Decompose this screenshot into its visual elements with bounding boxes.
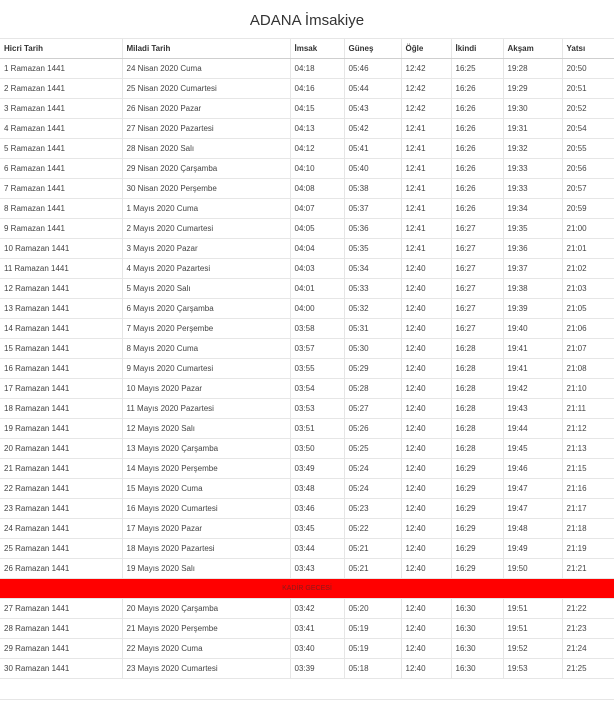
ogle-cell: 12:40 bbox=[401, 299, 451, 319]
aksam-cell: 19:53 bbox=[503, 659, 562, 679]
table-row bbox=[0, 239, 614, 259]
ikindi-cell: 16:28 bbox=[451, 379, 503, 399]
ogle-cell: 12:40 bbox=[401, 439, 451, 459]
yatsi-cell: 21:08 bbox=[562, 359, 614, 379]
header-yatsi: Yatsı bbox=[562, 39, 614, 59]
miladi-tarih-cell: 20 Mayıs 2020 Çarşamba bbox=[122, 599, 290, 619]
ogle-cell: 12:40 bbox=[401, 379, 451, 399]
miladi-tarih-cell: 8 Mayıs 2020 Cuma bbox=[122, 339, 290, 359]
imsak-cell: 04:01 bbox=[290, 279, 344, 299]
table-row bbox=[0, 639, 614, 659]
table-row bbox=[0, 159, 614, 179]
ogle-cell: 12:40 bbox=[401, 259, 451, 279]
ogle-cell: 12:41 bbox=[401, 239, 451, 259]
yatsi-cell: 21:23 bbox=[562, 619, 614, 639]
miladi-tarih-cell: 12 Mayıs 2020 Salı bbox=[122, 419, 290, 439]
table-row bbox=[0, 479, 614, 499]
hicri-tarih-cell: 2 Ramazan 1441 bbox=[0, 79, 122, 99]
ikindi-cell: 16:30 bbox=[451, 639, 503, 659]
ikindi-cell: 16:26 bbox=[451, 99, 503, 119]
gunes-cell: 05:25 bbox=[344, 439, 401, 459]
ikindi-cell: 16:26 bbox=[451, 199, 503, 219]
header-ikindi: İkindi bbox=[451, 39, 503, 59]
table-row bbox=[0, 99, 614, 119]
gunes-cell: 05:34 bbox=[344, 259, 401, 279]
imsak-cell: 03:45 bbox=[290, 519, 344, 539]
table-row bbox=[0, 199, 614, 219]
table-row bbox=[0, 439, 614, 459]
aksam-cell: 19:49 bbox=[503, 539, 562, 559]
ogle-cell: 12:41 bbox=[401, 219, 451, 239]
ogle-cell: 12:40 bbox=[401, 339, 451, 359]
ikindi-cell: 16:27 bbox=[451, 299, 503, 319]
aksam-cell: 19:32 bbox=[503, 139, 562, 159]
gunes-cell: 05:31 bbox=[344, 319, 401, 339]
hicri-tarih-cell: 18 Ramazan 1441 bbox=[0, 399, 122, 419]
aksam-cell: 19:51 bbox=[503, 599, 562, 619]
hicri-tarih-cell: 10 Ramazan 1441 bbox=[0, 239, 122, 259]
hicri-tarih-cell: 4 Ramazan 1441 bbox=[0, 119, 122, 139]
aksam-cell: 19:38 bbox=[503, 279, 562, 299]
ogle-cell: 12:40 bbox=[401, 539, 451, 559]
ikindi-cell: 16:27 bbox=[451, 239, 503, 259]
header-hicri-tarih: Hicri Tarih bbox=[0, 39, 122, 59]
aksam-cell: 19:46 bbox=[503, 459, 562, 479]
yatsi-cell: 21:17 bbox=[562, 499, 614, 519]
imsak-cell: 04:12 bbox=[290, 139, 344, 159]
gunes-cell: 05:43 bbox=[344, 99, 401, 119]
aksam-cell: 19:43 bbox=[503, 399, 562, 419]
imsak-cell: 04:18 bbox=[290, 59, 344, 79]
ogle-cell: 12:40 bbox=[401, 619, 451, 639]
page-title: ADANA İmsakiye bbox=[249, 12, 365, 29]
miladi-tarih-cell: 23 Mayıs 2020 Cumartesi bbox=[122, 659, 290, 679]
header-aksam: Akşam bbox=[503, 39, 562, 59]
gunes-cell: 05:24 bbox=[344, 459, 401, 479]
aksam-cell: 19:33 bbox=[503, 159, 562, 179]
yatsi-cell: 21:25 bbox=[562, 659, 614, 679]
gunes-cell: 05:26 bbox=[344, 419, 401, 439]
yatsi-cell: 21:07 bbox=[562, 339, 614, 359]
hicri-tarih-cell: 13 Ramazan 1441 bbox=[0, 299, 122, 319]
imsak-cell: 03:57 bbox=[290, 339, 344, 359]
table-row bbox=[0, 379, 614, 399]
hicri-tarih-cell: 6 Ramazan 1441 bbox=[0, 159, 122, 179]
ikindi-cell: 16:26 bbox=[451, 119, 503, 139]
miladi-tarih-cell: 26 Nisan 2020 Pazar bbox=[122, 99, 290, 119]
header-ogle: Öğle bbox=[401, 39, 451, 59]
hicri-tarih-cell: 5 Ramazan 1441 bbox=[0, 139, 122, 159]
miladi-tarih-cell: 3 Mayıs 2020 Pazar bbox=[122, 239, 290, 259]
header-row bbox=[0, 39, 614, 59]
miladi-tarih-cell: 13 Mayıs 2020 Çarşamba bbox=[122, 439, 290, 459]
imsak-cell: 03:43 bbox=[290, 559, 344, 579]
yatsi-cell: 21:11 bbox=[562, 399, 614, 419]
miladi-tarih-cell: 24 Nisan 2020 Cuma bbox=[122, 59, 290, 79]
ogle-cell: 12:41 bbox=[401, 159, 451, 179]
gunes-cell: 05:40 bbox=[344, 159, 401, 179]
yatsi-cell: 21:02 bbox=[562, 259, 614, 279]
table-row bbox=[0, 539, 614, 559]
table-row bbox=[0, 79, 614, 99]
imsak-cell: 03:51 bbox=[290, 419, 344, 439]
ikindi-cell: 16:27 bbox=[451, 219, 503, 239]
yatsi-cell: 21:12 bbox=[562, 419, 614, 439]
ikindi-cell: 16:25 bbox=[451, 59, 503, 79]
gunes-cell: 05:18 bbox=[344, 659, 401, 679]
yatsi-cell: 20:55 bbox=[562, 139, 614, 159]
ikindi-cell: 16:28 bbox=[451, 359, 503, 379]
ogle-cell: 12:40 bbox=[401, 659, 451, 679]
hicri-tarih-cell: 20 Ramazan 1441 bbox=[0, 439, 122, 459]
imsak-cell: 04:03 bbox=[290, 259, 344, 279]
yatsi-cell: 20:59 bbox=[562, 199, 614, 219]
ikindi-cell: 16:28 bbox=[451, 419, 503, 439]
ogle-cell: 12:40 bbox=[401, 419, 451, 439]
gunes-cell: 05:23 bbox=[344, 499, 401, 519]
table-row bbox=[0, 279, 614, 299]
imsak-cell: 04:00 bbox=[290, 299, 344, 319]
miladi-tarih-cell: 22 Mayıs 2020 Cuma bbox=[122, 639, 290, 659]
miladi-tarih-cell: 28 Nisan 2020 Salı bbox=[122, 139, 290, 159]
hicri-tarih-cell: 7 Ramazan 1441 bbox=[0, 179, 122, 199]
gunes-cell: 05:38 bbox=[344, 179, 401, 199]
miladi-tarih-cell: 19 Mayıs 2020 Salı bbox=[122, 559, 290, 579]
ogle-cell: 12:40 bbox=[401, 559, 451, 579]
yatsi-cell: 21:18 bbox=[562, 519, 614, 539]
table-row bbox=[0, 499, 614, 519]
imsak-cell: 04:13 bbox=[290, 119, 344, 139]
imsak-cell: 03:46 bbox=[290, 499, 344, 519]
yatsi-cell: 21:00 bbox=[562, 219, 614, 239]
miladi-tarih-cell: 1 Mayıs 2020 Cuma bbox=[122, 199, 290, 219]
ikindi-cell: 16:26 bbox=[451, 139, 503, 159]
ikindi-cell: 16:28 bbox=[451, 339, 503, 359]
imsak-cell: 03:58 bbox=[290, 319, 344, 339]
imsak-cell: 04:05 bbox=[290, 219, 344, 239]
hicri-tarih-cell: 29 Ramazan 1441 bbox=[0, 639, 122, 659]
table-row bbox=[0, 459, 614, 479]
miladi-tarih-cell: 10 Mayıs 2020 Pazar bbox=[122, 379, 290, 399]
hicri-tarih-cell: 25 Ramazan 1441 bbox=[0, 539, 122, 559]
table-row bbox=[0, 559, 614, 579]
gunes-cell: 05:24 bbox=[344, 479, 401, 499]
imsak-cell: 03:42 bbox=[290, 599, 344, 619]
aksam-cell: 19:51 bbox=[503, 619, 562, 639]
yatsi-cell: 21:19 bbox=[562, 539, 614, 559]
imsak-cell: 03:50 bbox=[290, 439, 344, 459]
ogle-cell: 12:40 bbox=[401, 639, 451, 659]
table-row bbox=[0, 259, 614, 279]
miladi-tarih-cell: 16 Mayıs 2020 Cumartesi bbox=[122, 499, 290, 519]
gunes-cell: 05:41 bbox=[344, 139, 401, 159]
ikindi-cell: 16:29 bbox=[451, 519, 503, 539]
table-row bbox=[0, 659, 614, 679]
hicri-tarih-cell: 19 Ramazan 1441 bbox=[0, 419, 122, 439]
yatsi-cell: 20:57 bbox=[562, 179, 614, 199]
imsak-cell: 03:39 bbox=[290, 659, 344, 679]
table-row bbox=[0, 359, 614, 379]
table-row bbox=[0, 219, 614, 239]
gunes-cell: 05:33 bbox=[344, 279, 401, 299]
hicri-tarih-cell: 12 Ramazan 1441 bbox=[0, 279, 122, 299]
ikindi-cell: 16:26 bbox=[451, 159, 503, 179]
gunes-cell: 05:35 bbox=[344, 239, 401, 259]
ikindi-cell: 16:30 bbox=[451, 659, 503, 679]
aksam-cell: 19:52 bbox=[503, 639, 562, 659]
yatsi-cell: 21:24 bbox=[562, 639, 614, 659]
yatsi-cell: 20:50 bbox=[562, 59, 614, 79]
yatsi-cell: 21:22 bbox=[562, 599, 614, 619]
aksam-cell: 19:37 bbox=[503, 259, 562, 279]
miladi-tarih-cell: 29 Nisan 2020 Çarşamba bbox=[122, 159, 290, 179]
yatsi-cell: 21:21 bbox=[562, 559, 614, 579]
table-row bbox=[0, 139, 614, 159]
miladi-tarih-cell: 15 Mayıs 2020 Cuma bbox=[122, 479, 290, 499]
hicri-tarih-cell: 21 Ramazan 1441 bbox=[0, 459, 122, 479]
imsak-cell: 03:54 bbox=[290, 379, 344, 399]
hicri-tarih-cell: 30 Ramazan 1441 bbox=[0, 659, 122, 679]
aksam-cell: 19:41 bbox=[503, 339, 562, 359]
hicri-tarih-cell: 17 Ramazan 1441 bbox=[0, 379, 122, 399]
imsak-cell: 03:41 bbox=[290, 619, 344, 639]
gunes-cell: 05:28 bbox=[344, 379, 401, 399]
ogle-cell: 12:40 bbox=[401, 359, 451, 379]
ikindi-cell: 16:26 bbox=[451, 79, 503, 99]
gunes-cell: 05:19 bbox=[344, 619, 401, 639]
ikindi-cell: 16:27 bbox=[451, 259, 503, 279]
hicri-tarih-cell: 16 Ramazan 1441 bbox=[0, 359, 122, 379]
imsak-cell: 03:55 bbox=[290, 359, 344, 379]
ogle-cell: 12:41 bbox=[401, 199, 451, 219]
miladi-tarih-cell: 14 Mayıs 2020 Perşembe bbox=[122, 459, 290, 479]
ikindi-cell: 16:29 bbox=[451, 479, 503, 499]
table-row bbox=[0, 399, 614, 419]
ikindi-cell: 16:30 bbox=[451, 619, 503, 639]
gunes-cell: 05:27 bbox=[344, 399, 401, 419]
aksam-cell: 19:39 bbox=[503, 299, 562, 319]
ogle-cell: 12:40 bbox=[401, 499, 451, 519]
ogle-cell: 12:41 bbox=[401, 119, 451, 139]
gunes-cell: 05:36 bbox=[344, 219, 401, 239]
hicri-tarih-cell: 23 Ramazan 1441 bbox=[0, 499, 122, 519]
imsak-cell: 04:08 bbox=[290, 179, 344, 199]
gunes-cell: 05:20 bbox=[344, 599, 401, 619]
aksam-cell: 19:40 bbox=[503, 319, 562, 339]
kadir-gecesi-label: KADİR GECESİ bbox=[0, 579, 614, 599]
ikindi-cell: 16:27 bbox=[451, 279, 503, 299]
ikindi-cell: 16:29 bbox=[451, 539, 503, 559]
table-row bbox=[0, 299, 614, 319]
ogle-cell: 12:42 bbox=[401, 99, 451, 119]
aksam-cell: 19:28 bbox=[503, 59, 562, 79]
hicri-tarih-cell: 28 Ramazan 1441 bbox=[0, 619, 122, 639]
miladi-tarih-cell: 9 Mayıs 2020 Cumartesi bbox=[122, 359, 290, 379]
miladi-tarih-cell: 5 Mayıs 2020 Salı bbox=[122, 279, 290, 299]
ikindi-cell: 16:28 bbox=[451, 439, 503, 459]
kadir-gecesi-row bbox=[0, 579, 614, 599]
gunes-cell: 05:37 bbox=[344, 199, 401, 219]
aksam-cell: 19:33 bbox=[503, 179, 562, 199]
yatsi-cell: 20:56 bbox=[562, 159, 614, 179]
hicri-tarih-cell: 1 Ramazan 1441 bbox=[0, 59, 122, 79]
hicri-tarih-cell: 11 Ramazan 1441 bbox=[0, 259, 122, 279]
imsak-cell: 04:16 bbox=[290, 79, 344, 99]
aksam-cell: 19:50 bbox=[503, 559, 562, 579]
yatsi-cell: 21:15 bbox=[562, 459, 614, 479]
gunes-cell: 05:29 bbox=[344, 359, 401, 379]
imsakiye-table bbox=[0, 38, 614, 679]
table-row bbox=[0, 59, 614, 79]
yatsi-cell: 21:10 bbox=[562, 379, 614, 399]
table-row bbox=[0, 319, 614, 339]
aksam-cell: 19:47 bbox=[503, 479, 562, 499]
yatsi-cell: 21:01 bbox=[562, 239, 614, 259]
ogle-cell: 12:40 bbox=[401, 479, 451, 499]
aksam-cell: 19:41 bbox=[503, 359, 562, 379]
miladi-tarih-cell: 7 Mayıs 2020 Perşembe bbox=[122, 319, 290, 339]
miladi-tarih-cell: 17 Mayıs 2020 Pazar bbox=[122, 519, 290, 539]
yatsi-cell: 20:51 bbox=[562, 79, 614, 99]
ogle-cell: 12:40 bbox=[401, 319, 451, 339]
hicri-tarih-cell: 3 Ramazan 1441 bbox=[0, 99, 122, 119]
ogle-cell: 12:40 bbox=[401, 399, 451, 419]
imsak-cell: 03:49 bbox=[290, 459, 344, 479]
aksam-cell: 19:29 bbox=[503, 79, 562, 99]
aksam-cell: 19:35 bbox=[503, 219, 562, 239]
aksam-cell: 19:34 bbox=[503, 199, 562, 219]
yatsi-cell: 21:13 bbox=[562, 439, 614, 459]
ogle-cell: 12:40 bbox=[401, 599, 451, 619]
gunes-cell: 05:21 bbox=[344, 559, 401, 579]
ogle-cell: 12:41 bbox=[401, 179, 451, 199]
aksam-cell: 19:30 bbox=[503, 99, 562, 119]
header-imsak: İmsak bbox=[290, 39, 344, 59]
gunes-cell: 05:21 bbox=[344, 539, 401, 559]
ikindi-cell: 16:26 bbox=[451, 179, 503, 199]
miladi-tarih-cell: 25 Nisan 2020 Cumartesi bbox=[122, 79, 290, 99]
header-gunes: Güneş bbox=[344, 39, 401, 59]
aksam-cell: 19:47 bbox=[503, 499, 562, 519]
aksam-cell: 19:45 bbox=[503, 439, 562, 459]
imsak-cell: 04:10 bbox=[290, 159, 344, 179]
table-row bbox=[0, 599, 614, 619]
table-row bbox=[0, 179, 614, 199]
gunes-cell: 05:19 bbox=[344, 639, 401, 659]
gunes-cell: 05:44 bbox=[344, 79, 401, 99]
hicri-tarih-cell: 14 Ramazan 1441 bbox=[0, 319, 122, 339]
imsak-cell: 03:44 bbox=[290, 539, 344, 559]
ikindi-cell: 16:29 bbox=[451, 499, 503, 519]
header-miladi-tarih: Miladi Tarih bbox=[122, 39, 290, 59]
aksam-cell: 19:36 bbox=[503, 239, 562, 259]
hicri-tarih-cell: 24 Ramazan 1441 bbox=[0, 519, 122, 539]
ikindi-cell: 16:29 bbox=[451, 559, 503, 579]
miladi-tarih-cell: 21 Mayıs 2020 Perşembe bbox=[122, 619, 290, 639]
yatsi-cell: 21:16 bbox=[562, 479, 614, 499]
miladi-tarih-cell: 18 Mayıs 2020 Pazartesi bbox=[122, 539, 290, 559]
table-body bbox=[0, 59, 614, 679]
yatsi-cell: 21:06 bbox=[562, 319, 614, 339]
ogle-cell: 12:42 bbox=[401, 59, 451, 79]
imsak-cell: 03:48 bbox=[290, 479, 344, 499]
aksam-cell: 19:31 bbox=[503, 119, 562, 139]
miladi-tarih-cell: 4 Mayıs 2020 Pazartesi bbox=[122, 259, 290, 279]
table-row bbox=[0, 119, 614, 139]
imsak-cell: 03:53 bbox=[290, 399, 344, 419]
aksam-cell: 19:42 bbox=[503, 379, 562, 399]
ogle-cell: 12:40 bbox=[401, 279, 451, 299]
table-row bbox=[0, 419, 614, 439]
ikindi-cell: 16:28 bbox=[451, 399, 503, 419]
ogle-cell: 12:40 bbox=[401, 459, 451, 479]
gunes-cell: 05:42 bbox=[344, 119, 401, 139]
ogle-cell: 12:41 bbox=[401, 139, 451, 159]
gunes-cell: 05:22 bbox=[344, 519, 401, 539]
miladi-tarih-cell: 11 Mayıs 2020 Pazartesi bbox=[122, 399, 290, 419]
imsak-cell: 04:04 bbox=[290, 239, 344, 259]
ogle-cell: 12:40 bbox=[401, 519, 451, 539]
yatsi-cell: 20:52 bbox=[562, 99, 614, 119]
table-row bbox=[0, 339, 614, 359]
miladi-tarih-cell: 2 Mayıs 2020 Cumartesi bbox=[122, 219, 290, 239]
ikindi-cell: 16:27 bbox=[451, 319, 503, 339]
miladi-tarih-cell: 27 Nisan 2020 Pazartesi bbox=[122, 119, 290, 139]
hicri-tarih-cell: 15 Ramazan 1441 bbox=[0, 339, 122, 359]
table-row bbox=[0, 519, 614, 539]
ikindi-cell: 16:29 bbox=[451, 459, 503, 479]
imsak-cell: 04:15 bbox=[290, 99, 344, 119]
aksam-cell: 19:44 bbox=[503, 419, 562, 439]
table-row bbox=[0, 619, 614, 639]
bottom-divider bbox=[0, 699, 614, 700]
yatsi-cell: 21:05 bbox=[562, 299, 614, 319]
yatsi-cell: 20:54 bbox=[562, 119, 614, 139]
hicri-tarih-cell: 9 Ramazan 1441 bbox=[0, 219, 122, 239]
hicri-tarih-cell: 27 Ramazan 1441 bbox=[0, 599, 122, 619]
hicri-tarih-cell: 26 Ramazan 1441 bbox=[0, 559, 122, 579]
gunes-cell: 05:30 bbox=[344, 339, 401, 359]
hicri-tarih-cell: 22 Ramazan 1441 bbox=[0, 479, 122, 499]
ikindi-cell: 16:30 bbox=[451, 599, 503, 619]
miladi-tarih-cell: 6 Mayıs 2020 Çarşamba bbox=[122, 299, 290, 319]
imsak-cell: 03:40 bbox=[290, 639, 344, 659]
aksam-cell: 19:48 bbox=[503, 519, 562, 539]
gunes-cell: 05:32 bbox=[344, 299, 401, 319]
hicri-tarih-cell: 8 Ramazan 1441 bbox=[0, 199, 122, 219]
yatsi-cell: 21:03 bbox=[562, 279, 614, 299]
miladi-tarih-cell: 30 Nisan 2020 Perşembe bbox=[122, 179, 290, 199]
ogle-cell: 12:42 bbox=[401, 79, 451, 99]
imsak-cell: 04:07 bbox=[290, 199, 344, 219]
gunes-cell: 05:46 bbox=[344, 59, 401, 79]
